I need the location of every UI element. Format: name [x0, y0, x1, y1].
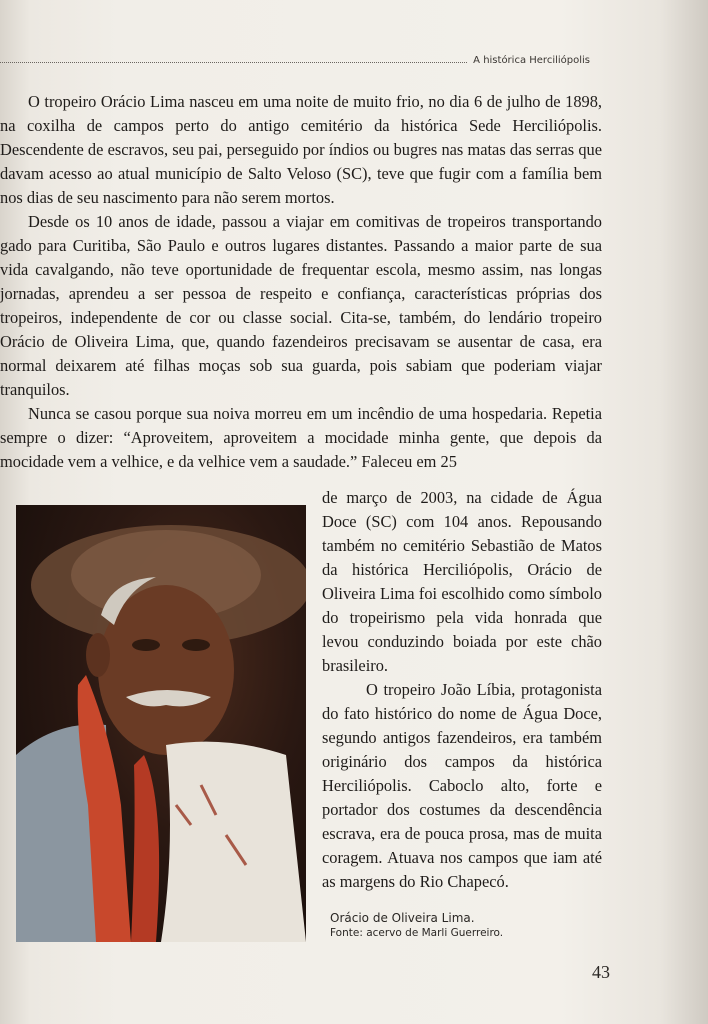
- main-text-block: [0, 90, 602, 474]
- paragraph-birth: O tropeiro Orácio Lima nasceu em uma noite de muito frio, no dia 6 de julho de 1898, na coxilha de campos perto do antigo cemitério da histórica Sede Herciliópolis. Descendente de escravos, seu pai, perseguido por índios ou bugres nas matas das serras que davam acesso ao atual município de Salto Veloso (SC), teve que fugir com a família bem nos dias de seu nascimento para não serem mortos.: [0, 92, 602, 207]
- paragraph-travels: Desde os 10 anos de idade, passou a viajar em comitivas de tropeiros transportando gado para Curitiba, São Paulo e outros lugares distantes. Passando a maior parte de sua vida cavalgando, não teve oportunidade de frequentar escola, mesmo assim, nas longas jornadas, aprendeu a ser pessoa de respeito e confiança, características próprias dos tropeiros, independente de cor ou classe social. Cita-se, também, do lendário tropeiro Orácio de Oliveira Lima, que, quando fazendeiros precisavam se ausentar de casa, era normal deixarem até filhas moças sob sua guarda, pois sabiam que poderiam viajar tranquilos.: [0, 212, 602, 399]
- page-number: 43: [592, 962, 610, 982]
- paragraph-death: Nunca se casou porque sua noiva morreu em um incêndio de uma hospedaria. Repetia sempre o dizer: “Aproveitem, aproveitem a mocidade minha gente, que depois da mocidade vem a velhice, e da velhice vem a saudade.” Faleceu em 25: [0, 404, 602, 471]
- figure-caption: [330, 910, 590, 940]
- paragraph-continued: de março de 2003, na cidade de Água Doce (SC) com 104 anos. Repousando também no cemitério Sebastião de Matos da histórica Herciliópolis, Orácio de Oliveira Lima foi escolhido como símbolo do tropeirismo pela vida honrada que levou conduzindo boiada por este chão brasileiro.: [322, 488, 602, 675]
- running-header: [0, 52, 590, 66]
- side-text-block: [322, 486, 602, 894]
- paragraph-joao-libia: O tropeiro João Líbia, protagonista do fato histórico do nome de Água Doce, segundo antigos fazendeiros, era também originário dos campos da histórica Herciliópolis. Caboclo alto, forte e portador dos costumes da descendência escrava, era de pouca prosa, mas de muita coragem. Atuava nos campos que iam até as margens do Rio Chapecó.: [322, 680, 602, 891]
- running-title: A histórica Herciliópolis: [473, 55, 590, 66]
- caption-title: Orácio de Oliveira Lima.: [330, 911, 475, 925]
- caption-source: Fonte: acervo de Marli Guerreiro.: [330, 927, 504, 939]
- portrait-illustration: [16, 505, 306, 942]
- header-dotted-rule: [0, 61, 467, 63]
- portrait-photo: [16, 505, 306, 942]
